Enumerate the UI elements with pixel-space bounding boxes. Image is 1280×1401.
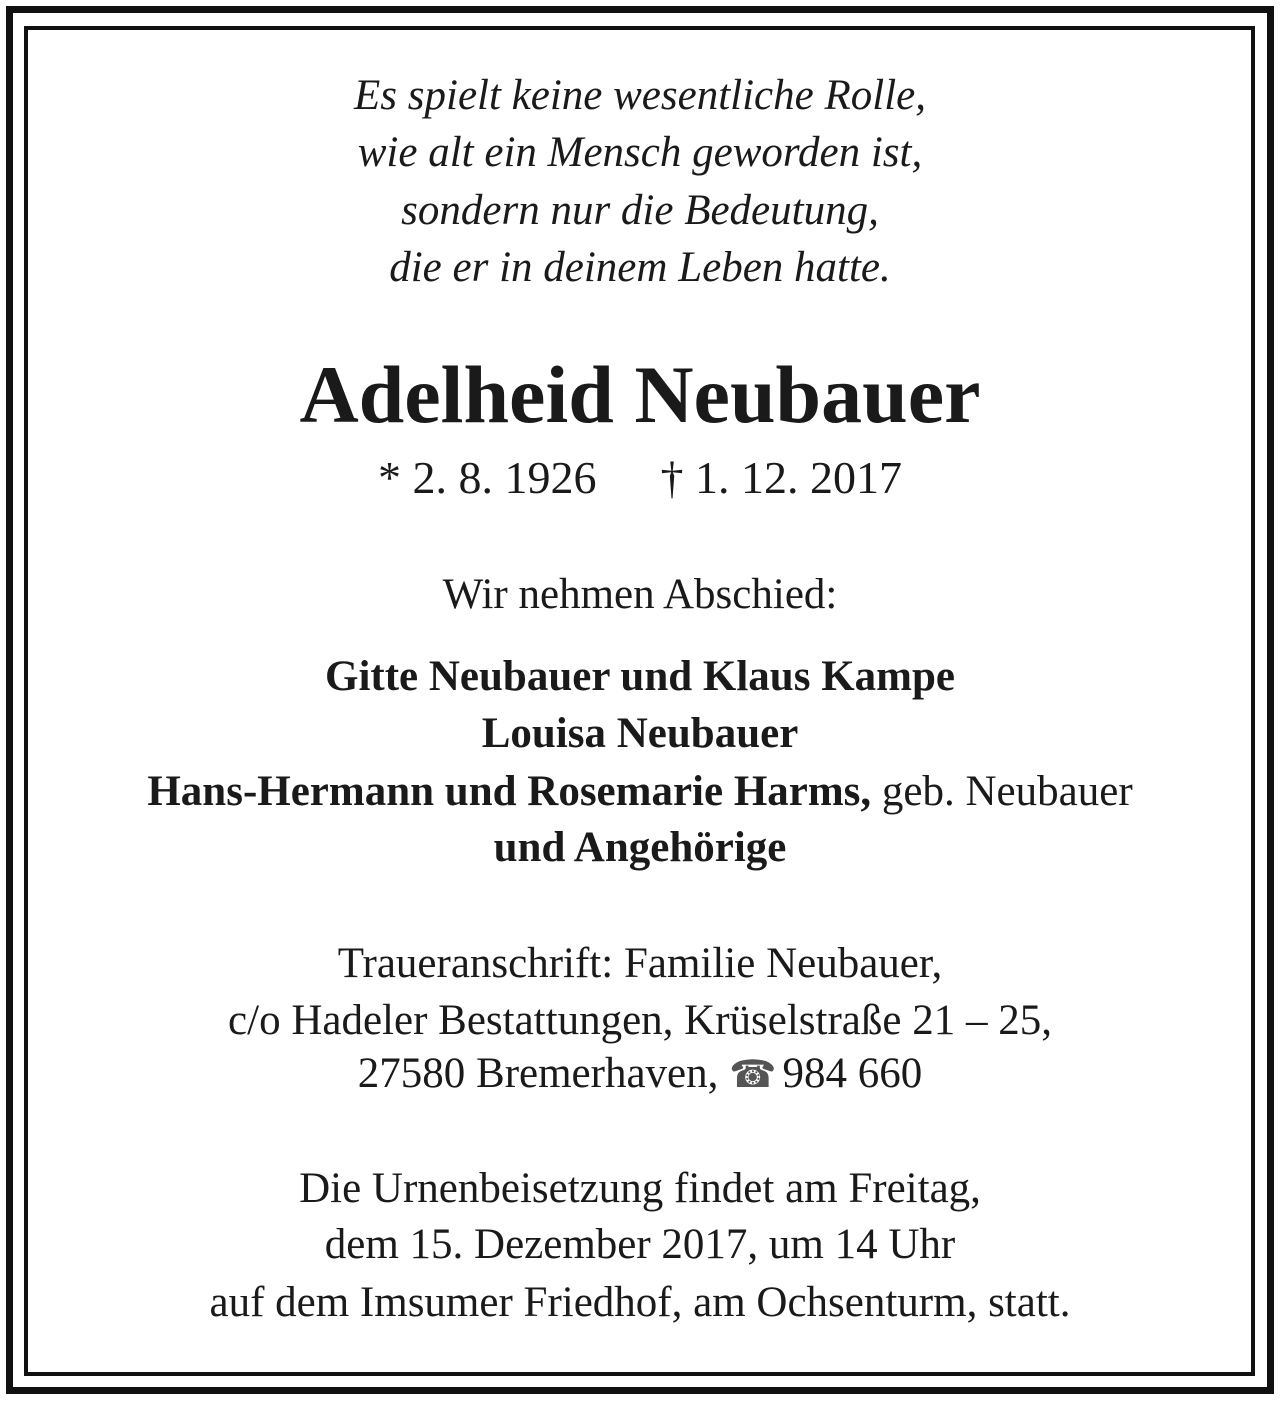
death-date: † 1. 12. 2017	[660, 452, 902, 503]
mourner-line: Gitte Neubauer und Klaus Kampe	[325, 653, 955, 700]
mourner-line: Louisa Neubauer	[481, 710, 799, 757]
mourner-line	[30, 770, 1250, 813]
deceased-name: Adelheid Neubauer	[299, 349, 981, 440]
mourner-line: und Angehörige	[493, 824, 787, 871]
quote-line: sondern nur die Bedeutung,	[401, 187, 879, 234]
birth-date: * 2. 8. 1926	[378, 452, 597, 503]
phone-number: 984 660	[782, 1050, 923, 1097]
address-city: 27580 Bremerhaven,	[357, 1050, 719, 1097]
farewell-text: Wir nehmen Abschied:	[442, 571, 838, 618]
quote-line: die er in deinem Leben hatte.	[389, 244, 891, 291]
address-line: Traueranschrift: Familie Neubauer,	[337, 940, 943, 987]
ceremony-line: Die Urnenbeisetzung findet am Freitag,	[299, 1165, 981, 1212]
address-line: c/o Hadeler Bestattungen, Krüselstraße 21 – 25,	[228, 997, 1052, 1044]
quote-line: wie alt ein Mensch geworden ist,	[357, 129, 923, 176]
address-line	[30, 1052, 1250, 1095]
maiden-name-note: geb. Neubauer	[871, 768, 1133, 815]
ceremony-line: auf dem Imsumer Friedhof, am Ochsenturm, statt.	[209, 1279, 1071, 1326]
mourner-names: Hans-Hermann und Rosemarie Harms,	[147, 768, 872, 815]
telephone-icon: ☎	[729, 1054, 777, 1096]
life-dates	[30, 452, 1250, 503]
ceremony-line: dem 15. Dezember 2017, um 14 Uhr	[324, 1221, 956, 1268]
quote-line: Es spielt keine wesentliche Rolle,	[354, 72, 926, 119]
